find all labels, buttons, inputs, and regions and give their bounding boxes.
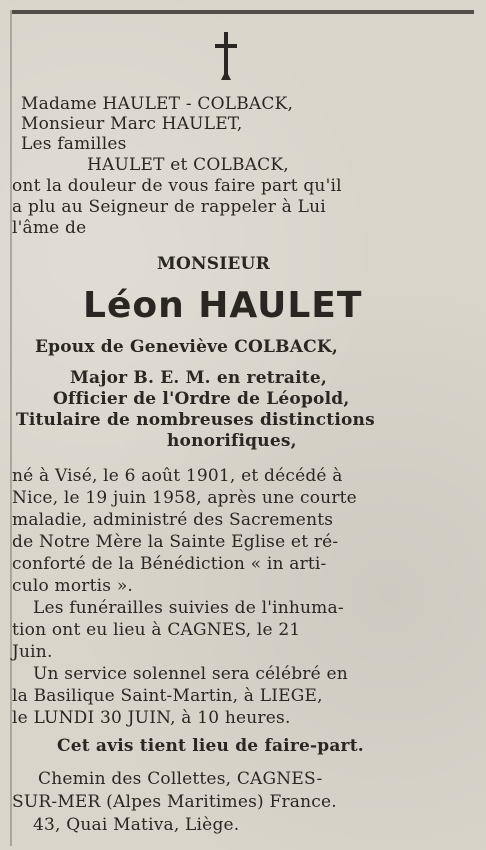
intro-line-2: a plu au Seigneur de rappeler à Lui bbox=[12, 197, 326, 217]
deceased-spouse: Epoux de Geneviève COLBACK, bbox=[35, 337, 338, 357]
header-line-1: Madame HAULET - COLBACK, bbox=[21, 94, 294, 114]
funeral-line-3: Juin. bbox=[12, 642, 53, 662]
honors-line-1: Major B. E. M. en retraite, bbox=[70, 368, 327, 388]
deceased-title: MONSIEUR bbox=[157, 254, 270, 274]
funeral-line-1: Les funérailles suivies de l'inhuma- bbox=[33, 598, 344, 618]
header-line-4: HAULET et COLBACK, bbox=[87, 155, 289, 175]
honors-line-4: honorifiques, bbox=[167, 431, 297, 451]
deceased-name: Léon HAULET bbox=[83, 285, 363, 326]
header-line-3: Les familles bbox=[21, 134, 127, 154]
bio-line-2: Nice, le 19 juin 1958, après une courte bbox=[12, 488, 357, 508]
notice-line: Cet avis tient lieu de faire-part. bbox=[57, 736, 364, 756]
bio-line-1: né à Visé, le 6 août 1901, et décédé à bbox=[12, 466, 343, 486]
service-line-2: la Basilique Saint-Martin, à LIEGE, bbox=[12, 686, 323, 706]
address-line-2: SUR-MER (Alpes Maritimes) France. bbox=[12, 792, 337, 812]
honors-line-2: Officier de l'Ordre de Léopold, bbox=[53, 389, 350, 409]
top-rule bbox=[12, 10, 474, 14]
intro-line-1: ont la douleur de vous faire part qu'il bbox=[12, 176, 342, 196]
address-line-3: 43, Quai Mativa, Liège. bbox=[33, 815, 240, 835]
bio-line-5: conforté de la Bénédiction « in arti- bbox=[12, 554, 327, 574]
intro-line-3: l'âme de bbox=[12, 218, 87, 238]
cross-icon bbox=[213, 30, 239, 82]
service-line-3: le LUNDI 30 JUIN, à 10 heures. bbox=[12, 708, 291, 728]
address-line-1: Chemin des Collettes, CAGNES- bbox=[38, 769, 323, 789]
service-line-1: Un service solennel sera célébré en bbox=[33, 664, 348, 684]
funeral-line-2: tion ont eu lieu à CAGNES, le 21 bbox=[12, 620, 301, 640]
bio-line-4: de Notre Mère la Sainte Eglise et ré- bbox=[12, 532, 339, 552]
honors-line-3: Titulaire de nombreuses distinctions bbox=[16, 410, 375, 430]
bio-line-6: culo mortis ». bbox=[12, 576, 134, 596]
header-line-2: Monsieur Marc HAULET, bbox=[21, 114, 243, 134]
bio-line-3: maladie, administré des Sacrements bbox=[12, 510, 334, 530]
